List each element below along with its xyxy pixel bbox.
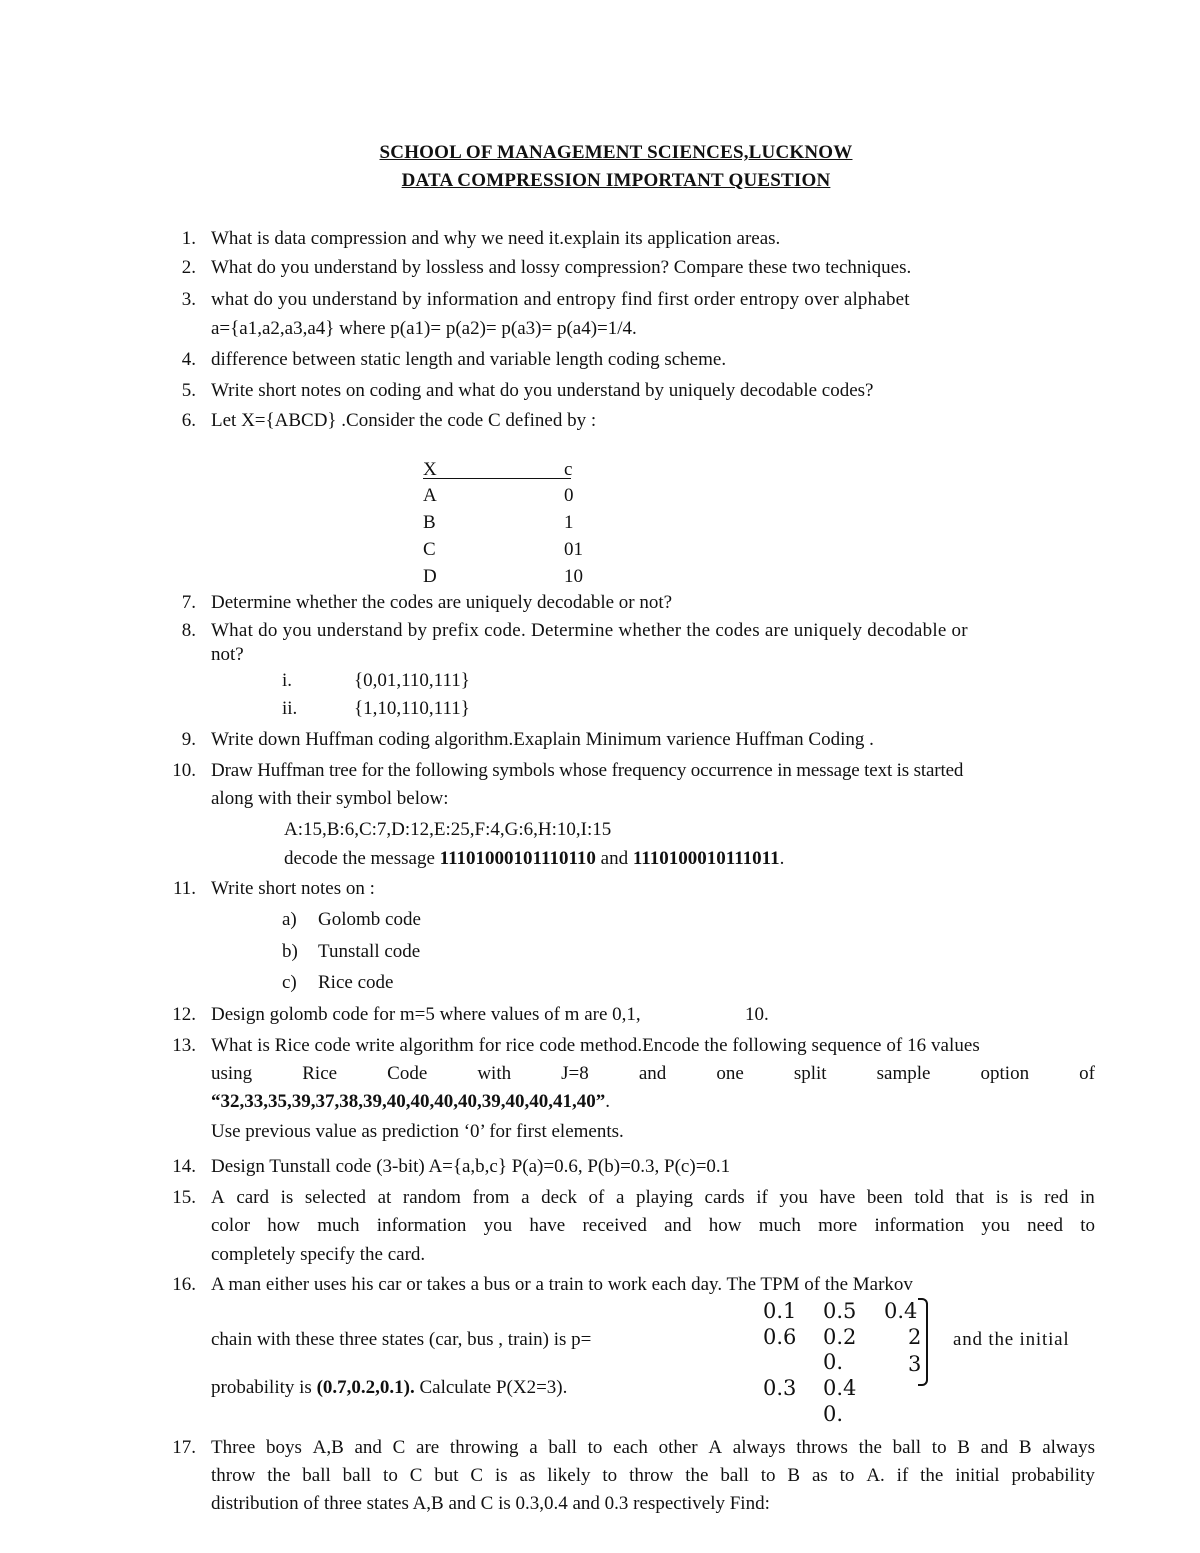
q10-decode-prefix: decode the message — [284, 848, 440, 869]
word: the — [858, 1437, 882, 1458]
code-table-header-x: X — [423, 459, 437, 480]
q16-line3-prefix: probability is — [211, 1377, 317, 1398]
q13-sequence-end: . — [605, 1091, 610, 1112]
q11-number: 11. — [172, 878, 196, 899]
q13-number: 13. — [172, 1035, 196, 1056]
q11-item-text: Golomb code — [318, 909, 421, 930]
word: the — [920, 1465, 944, 1486]
word: initial — [955, 1465, 1000, 1486]
word: A,B — [312, 1437, 344, 1458]
q16-line2: chain with these three states (car, bus , train) is p= — [211, 1329, 592, 1350]
q13-line4: Use previous value as prediction ‘0’ for first elements. — [211, 1121, 624, 1142]
word: a — [615, 1187, 625, 1208]
code-table-row-symbol: D — [423, 566, 437, 587]
q11-item-label: a) — [282, 909, 297, 930]
q3-line1: what do you understand by information and entropy find first order entropy over alphabet — [211, 289, 910, 310]
word: deck — [541, 1187, 577, 1208]
word: received — [582, 1215, 647, 1236]
matrix-cell: 0.5 — [823, 1299, 857, 1323]
word: each — [613, 1437, 648, 1458]
q1-text: What is data compression and why we need it.explain its application areas. — [211, 228, 781, 249]
matrix-cell: 0.4 — [823, 1376, 857, 1400]
word: sample — [876, 1063, 931, 1084]
q12-number: 12. — [172, 1004, 196, 1025]
q17-line3: distribution of three states A,B and C is 0.3,0.4 and 0.3 respectively Find: — [211, 1493, 770, 1514]
matrix-cell: 0.1 — [763, 1299, 797, 1323]
q16-line1: A man either uses his car or takes a bus or a train to work each day. The TPM of the Markov — [211, 1274, 913, 1295]
q15-number: 15. — [172, 1187, 196, 1208]
q8-item-label: ii. — [282, 698, 298, 719]
word: told — [914, 1187, 944, 1208]
word: a — [521, 1187, 530, 1208]
matrix-cell: 3 — [908, 1352, 922, 1376]
word: the — [685, 1465, 709, 1486]
word: and — [638, 1063, 667, 1084]
word: with — [477, 1063, 512, 1084]
q9-text: Write down Huffman coding algorithm.Exaplain Minimum varience Huffman Coding . — [211, 729, 874, 750]
word: have — [819, 1187, 856, 1208]
matrix-cell: 2 — [908, 1325, 922, 1349]
q16-initial-probability: (0.7,0.2,0.1). — [316, 1377, 415, 1398]
word: if — [756, 1187, 768, 1208]
word: from — [472, 1187, 510, 1208]
word: using — [211, 1063, 253, 1084]
word: is — [995, 1187, 1009, 1208]
word: always — [1042, 1437, 1095, 1458]
word: playing — [635, 1187, 693, 1208]
code-table-header-c: c — [564, 459, 573, 480]
q15-line2 — [211, 1214, 1095, 1238]
q13-line1: What is Rice code write algorithm for rice code method.Encode the following sequence of 16 values — [211, 1035, 980, 1056]
q16-line3 — [211, 1376, 567, 1400]
q8-item-code-set: {0,01,110,111} — [354, 670, 470, 691]
q13-line2 — [211, 1062, 1095, 1086]
word: other — [658, 1437, 698, 1458]
word: A — [708, 1437, 723, 1458]
q15-line1 — [211, 1186, 1095, 1210]
word: ball — [720, 1465, 749, 1486]
q7-text: Determine whether the codes are uniquely decodable or not? — [211, 592, 673, 613]
q8-item-code-set: {1,10,110,111} — [354, 698, 470, 719]
word: in — [1079, 1187, 1095, 1208]
word: is — [280, 1187, 294, 1208]
word: C — [409, 1465, 423, 1486]
word: been — [866, 1187, 903, 1208]
word: Code — [387, 1063, 428, 1084]
q8-number: 8. — [181, 620, 196, 641]
word: that — [955, 1187, 985, 1208]
q3-line2: a={a1,a2,a3,a4} where p(a1)= p(a2)= p(a3)= p(a4)=1/4. — [211, 318, 637, 339]
word: C — [470, 1465, 484, 1486]
word: at — [377, 1187, 392, 1208]
q16-line3-suffix: Calculate P(X2=3). — [414, 1377, 568, 1398]
word: and — [980, 1437, 1009, 1458]
word: ball — [302, 1465, 331, 1486]
matrix-cell: 0.6 — [763, 1325, 797, 1349]
word: likely — [547, 1465, 591, 1486]
matrix-cell: 0.3 — [763, 1376, 797, 1400]
word: is — [494, 1465, 508, 1486]
code-table-row-code: 1 — [564, 512, 574, 533]
q10-message-2: 1110100010111011 — [632, 848, 780, 869]
q15-line3: completely specify the card. — [211, 1244, 426, 1265]
word: you — [981, 1215, 1010, 1236]
q16-line2-tail: and the initial — [953, 1329, 1070, 1350]
word: cards — [704, 1187, 745, 1208]
q11-text: Write short notes on : — [211, 878, 375, 899]
word: the — [267, 1465, 291, 1486]
word: much — [758, 1215, 801, 1236]
q10-decode-line — [284, 847, 784, 871]
word: A. — [866, 1465, 885, 1486]
q11-item-label: b) — [282, 941, 298, 962]
document-title: DATA COMPRESSION IMPORTANT QUESTION — [401, 170, 831, 191]
q9-number: 9. — [181, 729, 196, 750]
word: to — [1080, 1215, 1095, 1236]
word: ball — [892, 1437, 922, 1458]
word: A — [211, 1187, 225, 1208]
q7-number: 7. — [181, 592, 196, 613]
word: of — [588, 1187, 605, 1208]
word: Three — [211, 1437, 256, 1458]
word: of — [1079, 1063, 1095, 1084]
word: if — [896, 1465, 909, 1486]
word: throws — [796, 1437, 848, 1458]
word: as — [519, 1465, 536, 1486]
q13-sequence: “32,33,35,39,37,38,39,40,40,40,40,39,40,40,41,40” — [211, 1091, 606, 1112]
matrix-cell: 0.4 — [884, 1299, 918, 1323]
word: to — [931, 1437, 947, 1458]
q1-number: 1. — [181, 228, 196, 249]
matrix-cell: 0.2 — [823, 1325, 857, 1349]
code-table-header-rule — [423, 478, 571, 479]
q5-text: Write short notes on coding and what do you understand by uniquely decodable codes? — [211, 380, 874, 401]
matrix-cell: 0. — [823, 1350, 844, 1374]
q14-number: 14. — [172, 1156, 196, 1177]
word: how — [267, 1215, 301, 1236]
word: a — [529, 1437, 538, 1458]
word: to — [587, 1437, 603, 1458]
q10-and: and — [595, 848, 633, 869]
q17-line2 — [211, 1464, 1095, 1488]
word: are — [416, 1437, 440, 1458]
q4-text: difference between static length and variable length coding scheme. — [211, 349, 727, 370]
word: B — [1018, 1437, 1032, 1458]
word: you — [483, 1215, 513, 1236]
q16-number: 16. — [172, 1274, 196, 1295]
word: J=8 — [561, 1063, 589, 1084]
word: boys — [266, 1437, 302, 1458]
q8-item-label: i. — [282, 670, 293, 691]
q10-line1: Draw Huffman tree for the following symbols whose frequency occurrence in message text is started — [211, 760, 964, 781]
word: option — [980, 1063, 1030, 1084]
q10-line2: along with their symbol below: — [211, 788, 449, 809]
word: B — [957, 1437, 970, 1458]
q6-text: Let X={ABCD} .Consider the code C defined by : — [211, 410, 597, 431]
q14-text: Design Tunstall code (3-bit) A={a,b,c} P(a)=0.6, P(b)=0.3, P(c)=0.1 — [211, 1156, 731, 1177]
q17-number: 17. — [172, 1437, 196, 1458]
q17-line1 — [211, 1436, 1095, 1460]
word: ball — [548, 1437, 577, 1458]
matrix-cell: 0. — [823, 1402, 844, 1426]
q10-end: . — [779, 848, 785, 869]
q11-item-text: Tunstall code — [318, 941, 421, 962]
q10-frequencies: A:15,B:6,C:7,D:12,E:25,F:4,G:6,H:10,I:15 — [284, 819, 612, 840]
word: color — [211, 1215, 251, 1236]
word: always — [732, 1437, 786, 1458]
word: throwing — [449, 1437, 519, 1458]
q11-item-label: c) — [282, 972, 297, 993]
word: you — [779, 1187, 808, 1208]
q11-item-text: Rice code — [318, 972, 394, 993]
q12-text: Design golomb code for m=5 where values of m are 0,1, — [211, 1004, 641, 1025]
q2-number: 2. — [181, 257, 196, 278]
code-table-row-code: 01 — [564, 539, 583, 560]
word: more — [818, 1215, 858, 1236]
word: but — [434, 1465, 459, 1486]
word: random — [402, 1187, 461, 1208]
q8-line1: What do you understand by prefix code. Determine whether the codes are uniquely decodable or — [211, 620, 968, 641]
word: information — [874, 1215, 965, 1236]
q4-number: 4. — [181, 349, 196, 370]
code-table-row-code: 0 — [564, 485, 574, 506]
q3-number: 3. — [181, 289, 196, 310]
word: much — [317, 1215, 360, 1236]
word: card — [236, 1187, 270, 1208]
q8-line2: not? — [211, 644, 244, 665]
word: information — [376, 1215, 467, 1236]
word: red — [1044, 1187, 1069, 1208]
word: one — [716, 1063, 744, 1084]
word: Rice — [302, 1063, 338, 1084]
word: to — [760, 1465, 776, 1486]
word: throw — [211, 1465, 256, 1486]
code-table-row-symbol: B — [423, 512, 436, 533]
word: is — [1019, 1187, 1033, 1208]
code-table-row-symbol: A — [423, 485, 437, 506]
word: B — [787, 1465, 801, 1486]
word: have — [529, 1215, 566, 1236]
word: and — [354, 1437, 382, 1458]
code-table-row-code: 10 — [564, 566, 583, 587]
q5-number: 5. — [181, 380, 196, 401]
word: ball — [342, 1465, 372, 1486]
q10-message-1: 11101000101110110 — [439, 848, 596, 869]
word: to — [602, 1465, 618, 1486]
word: to — [383, 1465, 398, 1486]
word: and — [664, 1215, 692, 1236]
word: to — [839, 1465, 855, 1486]
word: selected — [304, 1187, 367, 1208]
word: throw — [629, 1465, 674, 1486]
word: probability — [1011, 1465, 1095, 1486]
school-title: SCHOOL OF MANAGEMENT SCIENCES,LUCKNOW — [379, 142, 853, 163]
q2-text: What do you understand by lossless and lossy compression? Compare these two techniques. — [211, 257, 912, 278]
word: how — [708, 1215, 742, 1236]
q12-tail: 10. — [745, 1004, 769, 1025]
word: split — [793, 1063, 827, 1084]
word: as — [811, 1465, 828, 1486]
q13-sequence-line — [211, 1090, 610, 1114]
q6-number: 6. — [181, 410, 196, 431]
code-table-row-symbol: C — [423, 539, 436, 560]
matrix-right-bracket — [918, 1298, 928, 1386]
word: C — [392, 1437, 406, 1458]
q10-number: 10. — [172, 760, 196, 781]
word: need — [1027, 1215, 1063, 1236]
